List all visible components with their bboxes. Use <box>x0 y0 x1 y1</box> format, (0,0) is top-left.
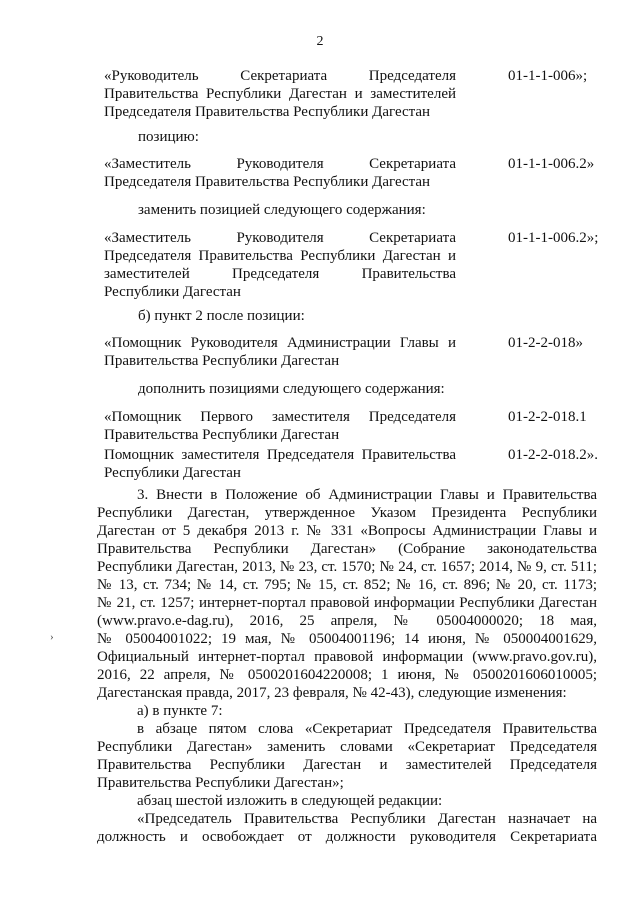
paragraph-line: № 05004001022; 19 мая, № 05004001196; 14 июня, № 050004001629, <box>97 631 597 647</box>
paragraph-line: 2016, 22 апреля, № 0500201604220008; 1 июня, № 0500201606010005; <box>97 667 597 683</box>
position-line: «Руководитель Секретариата Председателя <box>104 68 456 84</box>
paragraph-line: № 13, ст. 734; № 14, ст. 795; № 15, ст. 852; № 16, ст. 896; № 20, ст. 1173; <box>97 577 597 593</box>
intro-position: позицию: <box>138 129 199 145</box>
position-line: «Заместитель Руководителя Секретариата <box>104 230 456 246</box>
position-line: Правительства Республики Дагестан <box>104 353 340 369</box>
position-line: Помощник заместителя Председателя Правительства <box>104 447 456 463</box>
position-line: «Помощник Руководителя Администрации Главы и <box>104 335 456 351</box>
position-entry-3 <box>104 229 608 301</box>
intro-replace: заменить позицией следующего содержания: <box>138 202 426 218</box>
page-number: 2 <box>316 34 324 49</box>
paragraph-line: Республики Дагестан» заменить словами «Секретариат Председателя <box>97 739 597 755</box>
paragraph-line: Республики Дагестан, 2013, № 23, ст. 1570; № 24, ст. 1657; 2014, № 9, ст. 511; <box>97 559 597 575</box>
position-line: Председателя Правительства Республики Дагестан и <box>104 248 456 264</box>
paragraph-line: Правительства Республики Дагестан» (Собрание законодательства <box>97 541 597 557</box>
position-code: 01-2-2-018.1 <box>508 409 587 425</box>
position-entry-5 <box>104 408 608 444</box>
position-line: Председателя Правительства Республики Дагестан <box>104 174 431 190</box>
paragraph-line: Правительства Республики Дагестан»; <box>97 775 344 791</box>
position-line: Председателя Правительства Республики Дагестан <box>104 104 431 120</box>
paragraph-line: Официальный интернет-портал правовой информации (www.pravo.gov.ru), <box>97 649 597 665</box>
paragraph-line: Республики Дагестан, утвержденное Указом Президента Республики <box>97 505 597 521</box>
paragraph-line: Дагестан от 5 декабря 2013 г. № 331 «Вопросы Администрации Главы и <box>97 523 597 539</box>
position-line: заместителей Председателя Правительства <box>104 266 456 282</box>
position-line: Правительства Республики Дагестан <box>104 427 340 443</box>
intro-b: б) пункт 2 после позиции: <box>138 308 305 324</box>
paragraph-3 <box>97 486 597 846</box>
paragraph-line: Дагестанская правда, 2017, 23 февраля, № 42-43), следующие изменения: <box>97 685 567 701</box>
position-code: 01-2-2-018» <box>508 335 583 351</box>
position-line: Республики Дагестан <box>104 465 241 481</box>
paragraph-line: 3. Внести в Положение об Администрации Главы и Правительства <box>137 487 597 503</box>
position-code: 01-1-1-006.2»; <box>508 230 599 246</box>
sub-point-a: а) в пункте 7: <box>137 703 223 719</box>
paragraph-line: «Председатель Правительства Республики Дагестан назначает на <box>137 811 597 827</box>
position-code: 01-1-1-006»; <box>508 68 588 84</box>
intro-add: дополнить позициями следующего содержания: <box>138 381 445 397</box>
position-code: 01-2-2-018.2». <box>508 447 598 463</box>
paragraph-line: должность и освобождает от должности руководителя Секретариата <box>97 829 597 845</box>
position-line: «Заместитель Руководителя Секретариата <box>104 156 456 172</box>
position-line: Правительства Республики Дагестан и заместителей <box>104 86 456 102</box>
position-line: «Помощник Первого заместителя Председателя <box>104 409 456 425</box>
paragraph-line: в абзаце пятом слова «Секретариат Председателя Правительства <box>137 721 597 737</box>
position-entry-6 <box>104 446 608 482</box>
paragraph-line: (www.pravo.e-dag.ru), 2016, 25 апреля, № 05004000020; 18 мая, <box>97 613 597 629</box>
position-entry-1 <box>104 67 608 121</box>
position-code: 01-1-1-006.2» <box>508 156 595 172</box>
position-entry-4 <box>104 334 608 370</box>
position-entry-2 <box>104 155 608 191</box>
position-line: Республики Дагестан <box>104 284 241 300</box>
paragraph-line: № 21, ст. 1257; интернет-портал правовой информации Республики Дагестан <box>97 595 597 611</box>
paragraph-line: Правительства Республики Дагестан и заместителей Председателя <box>97 757 597 773</box>
paragraph-line: абзац шестой изложить в следующей редакции: <box>137 793 443 809</box>
margin-mark: › <box>50 631 54 643</box>
